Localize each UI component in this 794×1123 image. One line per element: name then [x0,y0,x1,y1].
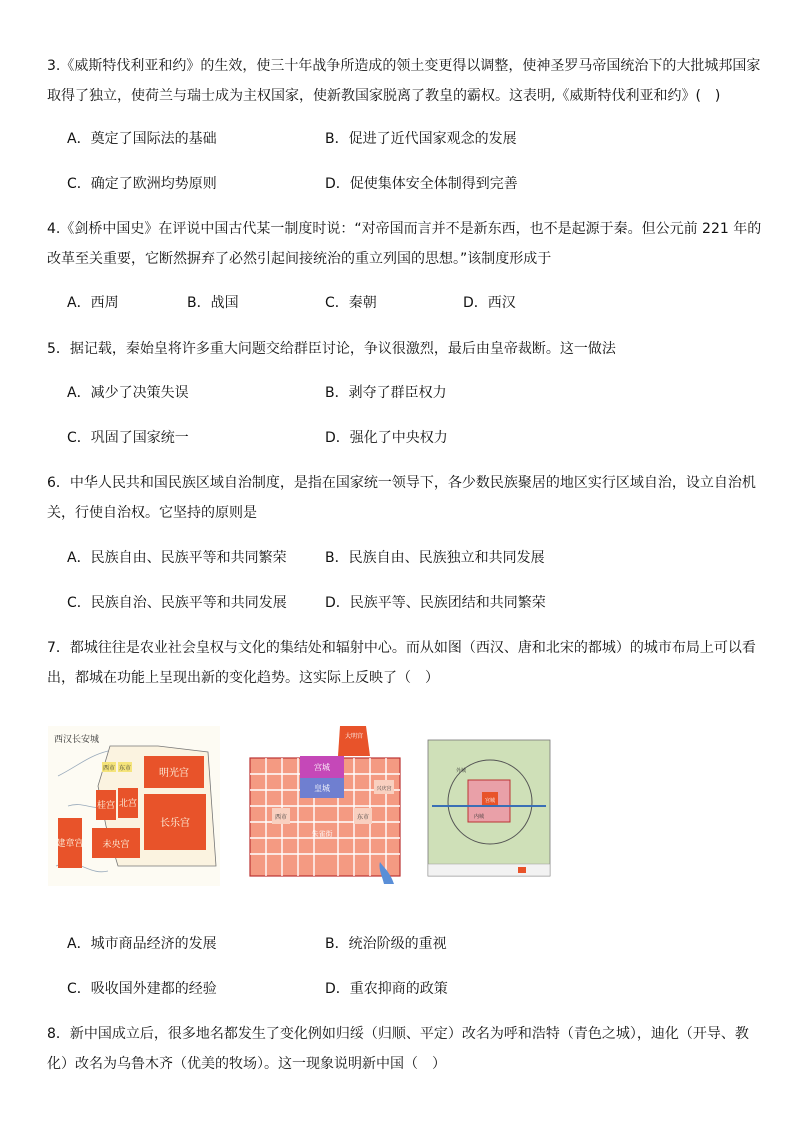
question-4-option-b[interactable]: B．战国 [187,295,239,311]
map1-palace-bei: 北宫 [118,799,138,809]
question-7-option-d[interactable]: D．重农抑商的政策 [325,981,448,997]
map1-palace-gui: 桂宫 [96,801,116,811]
map-northern-song-bianjing [428,740,550,876]
map2-palace-city: 宫城 [314,763,330,772]
map1-east-market: 东市 [118,765,132,772]
capital-maps-figure [48,716,558,894]
map3-legend [428,864,550,876]
question-6-option-a[interactable]: A．民族自由、民族平等和共同繁荣 [67,550,287,566]
question-5-option-d[interactable]: D．强化了中央权力 [325,430,448,446]
map1-palace-mingguang: 明光宫 [159,768,189,779]
map2-imperial-city: 皇城 [314,784,330,793]
question-6-option-d[interactable]: D．民族平等、民族团结和共同繁荣 [325,595,546,611]
question-8-stem: 8．新中国成立后，很多地名都发生了变化例如归绥（归顺、平定）改名为呼和浩特（青色之城），迪化（开导、教化）改名为乌鲁木齐（优美的牧场）。这一现象说明新中国（ ） [47,1026,749,1072]
map-western-han-changan [48,726,220,886]
question-4-option-a[interactable]: A．西周 [67,295,119,311]
map1-title: 西汉长安城 [54,735,100,745]
question-5-stem: 5．据记载，秦始皇将许多重大问题交给群臣讨论，争议很激烈，最后由皇帝裁断。这一做法 [47,341,616,357]
question-3-option-d[interactable]: D．促使集体安全体制得到完善 [325,176,518,192]
question-7-option-a[interactable]: A．城市商品经济的发展 [67,936,217,952]
map-tang-changan [250,726,400,884]
map2-zhuque-street: 朱雀街 [311,830,333,838]
question-7-option-c[interactable]: C．吸收国外建都的经验 [67,981,217,997]
map1-west-market: 西市 [102,765,116,772]
question-3-stem: 3.《威斯特伐利亚和约》的生效，使三十年战争所造成的领土变更得以调整，使神圣罗马帝国统治下的大批城邦国家取得了独立，使荷兰与瑞士成为主权国家，使新教国家脱离了教皇的霸权。这表明,《威斯特伐利亚和约》( ) [47,58,761,104]
question-5-option-c[interactable]: C．巩固了国家统一 [67,430,189,446]
question-7-option-b[interactable]: B．统治阶级的重视 [325,936,447,952]
map2-east-market: 东市 [356,814,370,821]
question-6-option-b[interactable]: B．民族自由、民族独立和共同发展 [325,550,545,566]
map2-daming-palace: 大明宫 [344,733,364,740]
map1-palace-jianzhang: 建章宫 [56,839,84,849]
map2-xingqing-palace: 兴庆宫 [376,786,392,792]
map1-palace-changle: 长乐宫 [160,818,190,829]
question-5-option-b[interactable]: B．剥夺了群臣权力 [325,385,447,401]
question-3-option-a[interactable]: A．奠定了国际法的基础 [67,131,217,147]
question-3-option-b[interactable]: B．促进了近代国家观念的发展 [325,131,517,147]
map3-label-outer: 外城 [456,768,467,774]
question-7-stem: 7．都城往往是农业社会皇权与文化的集结处和辐射中心。而从如图（西汉、唐和北宋的都城）的城市布局上可以看出，都城在功能上呈现出新的变化趋势。这实际上反映了（ ） [47,640,756,686]
map1-palace-weiyang: 未央宫 [102,840,130,850]
question-5-option-a[interactable]: A．减少了决策失误 [67,385,189,401]
question-3-option-c[interactable]: C．确定了欧洲均势原则 [67,176,217,192]
question-6-option-c[interactable]: C．民族自治、民族平等和共同发展 [67,595,287,611]
question-4-option-c[interactable]: C．秦朝 [325,295,377,311]
map3-label-palace: 宫城 [484,798,496,804]
question-4-stem: 4.《剑桥中国史》在评说中国古代某一制度时说：“对帝国而言并不是新东西，也不是起源于秦。但公元前 221 年的改革至关重要，它断然摒弃了必然引起间接统治的重立列国的思想。”该制度形成于 [47,221,762,267]
question-4-option-d[interactable]: D．西汉 [463,295,516,311]
map2-west-market: 西市 [274,814,288,821]
question-6-stem: 6．中华人民共和国民族区域自治制度，是指在国家统一领导下，各少数民族聚居的地区实行区域自治，设立自治机关，行使自治权。它坚持的原则是 [47,475,756,521]
map3-label-inner: 内城 [474,814,485,820]
